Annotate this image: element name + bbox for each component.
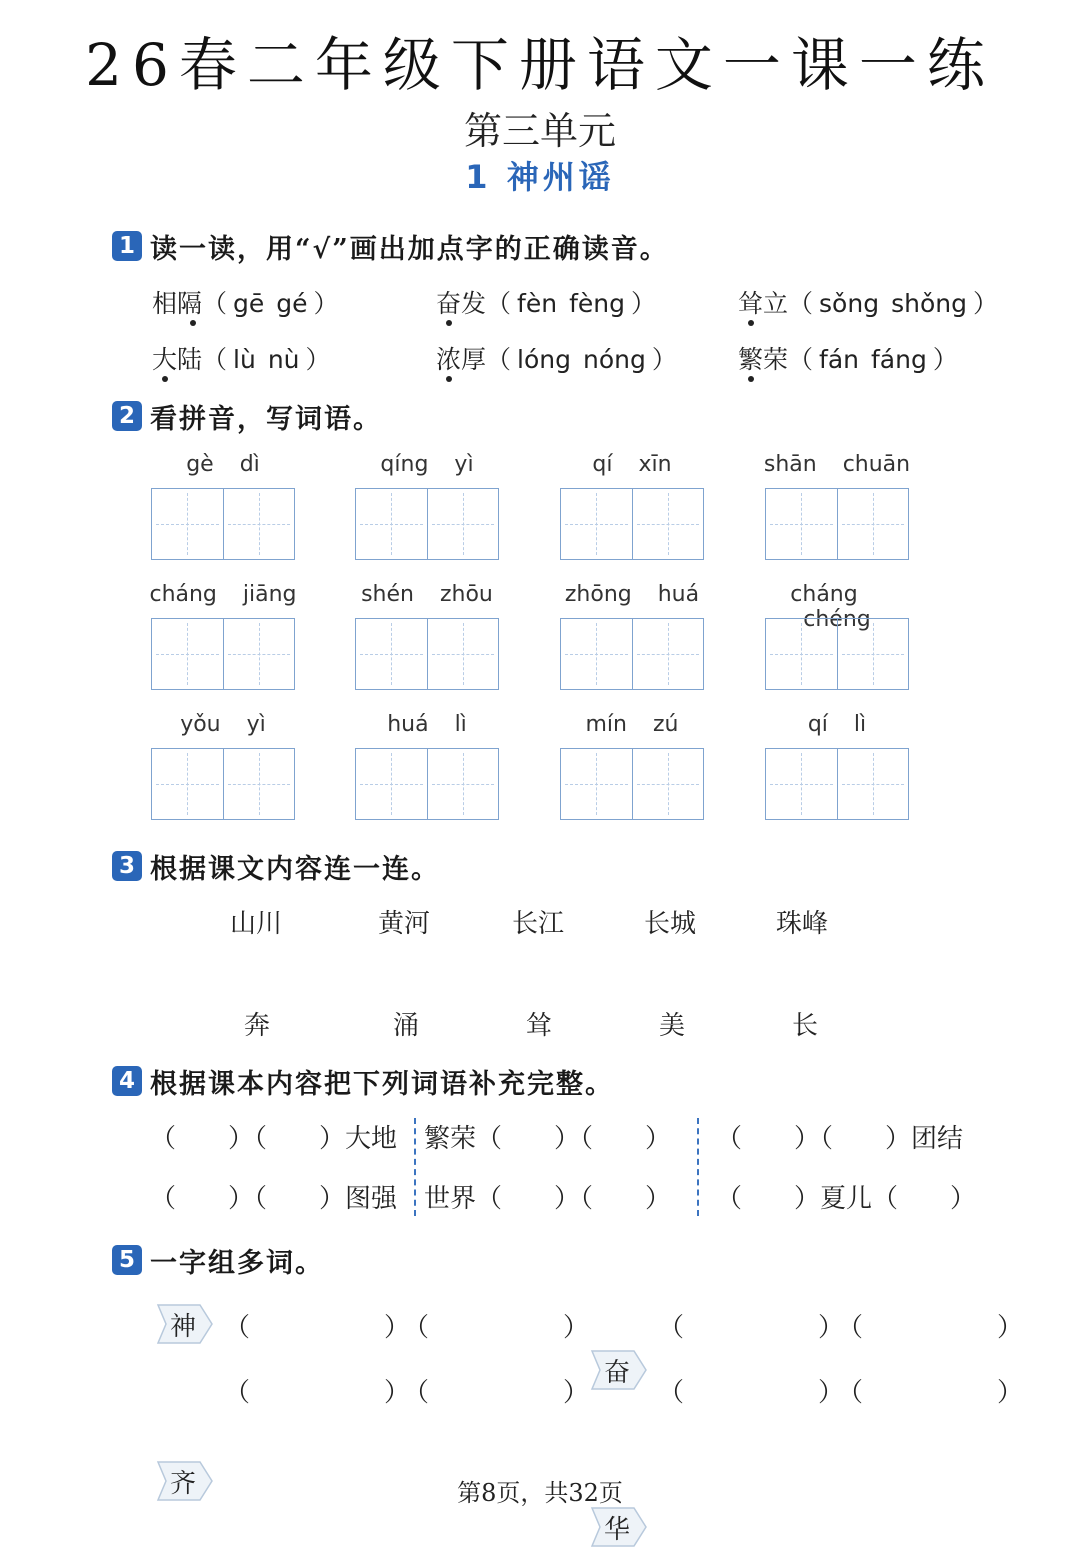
paren-close: ）: [305, 345, 331, 374]
pinyin-label: [757, 452, 917, 477]
writing-cell[interactable]: [427, 749, 499, 819]
lesson-title: 1 神州谣: [465, 158, 615, 196]
word-blanks[interactable]: （ ）（ ）: [224, 1313, 596, 1343]
emphasis-dot: [446, 320, 452, 326]
writing-cell[interactable]: [766, 619, 837, 689]
pinyin-syllable: lì: [853, 712, 867, 737]
pinyin-option[interactable]: fèn: [517, 289, 558, 318]
target-word: 浓厚: [436, 345, 487, 374]
pinyin-label: [347, 712, 507, 737]
tianzige-grid[interactable]: [560, 618, 704, 690]
target-word: 相隔: [152, 289, 203, 318]
page-footer: 第8页，共32页: [457, 1479, 623, 1507]
emphasis-dot: [748, 376, 754, 382]
question-prompt: 根据课文内容连一连。: [150, 853, 440, 885]
writing-cell[interactable]: [766, 749, 837, 819]
pinyin-syllable: zhōng: [564, 582, 632, 607]
paren-close: ）: [972, 289, 998, 318]
match-word-bottom[interactable]: 长: [792, 1011, 819, 1041]
pinyin-syllable: qí: [807, 712, 828, 737]
writing-cell[interactable]: [837, 619, 909, 689]
paren-open: （: [202, 345, 228, 374]
paren-open: （: [788, 289, 814, 318]
question-number-badge: 3: [112, 851, 142, 881]
writing-cell[interactable]: [837, 489, 909, 559]
pinyin-syllable: yì: [454, 452, 474, 477]
pinyin-option[interactable]: fáng: [871, 345, 927, 374]
pinyin-option[interactable]: lù: [233, 345, 256, 374]
column-divider: [697, 1118, 699, 1216]
tianzige-grid[interactable]: [151, 618, 295, 690]
pinyin-syllable: yì: [246, 712, 266, 737]
fill-blank-item[interactable]: （ ）（ ）图强: [150, 1184, 398, 1214]
writing-cell[interactable]: [561, 749, 632, 819]
tianzige-grid[interactable]: [355, 488, 499, 560]
match-word-top[interactable]: 黄河: [378, 909, 431, 939]
question-5-header: [112, 1240, 324, 1280]
tianzige-grid[interactable]: [560, 488, 704, 560]
character-badge: [152, 1301, 214, 1347]
writing-cell[interactable]: [837, 749, 909, 819]
pinyin-syllable: lì: [454, 712, 467, 737]
character-badge: [586, 1347, 648, 1393]
emphasis-dot: [446, 376, 452, 382]
writing-cell[interactable]: [223, 619, 295, 689]
paren-open: （: [788, 345, 814, 374]
word-blanks[interactable]: （ ）（ ）: [658, 1378, 1030, 1408]
pinyin-option[interactable]: lóng: [517, 345, 571, 374]
pinyin-label: [552, 712, 712, 737]
question-number-badge: 2: [112, 401, 142, 431]
pinyin-syllable: gè: [186, 452, 214, 477]
pinyin-syllable: qíng: [380, 452, 429, 477]
pinyin-label: [552, 452, 712, 477]
paren-open: （: [486, 345, 512, 374]
pinyin-label: [347, 582, 507, 607]
pronunciation-item[interactable]: [738, 284, 998, 320]
pronunciation-item[interactable]: [152, 284, 339, 320]
emphasis-dot: [190, 320, 196, 326]
writing-cell[interactable]: [152, 749, 223, 819]
writing-cell[interactable]: [632, 489, 704, 559]
pinyin-syllable: chéng: [803, 607, 871, 632]
writing-cell[interactable]: [223, 489, 295, 559]
pinyin-syllable: cháng: [149, 582, 217, 607]
pinyin-option[interactable]: gē: [233, 289, 265, 318]
pronunciation-item[interactable]: [152, 340, 331, 376]
tianzige-grid[interactable]: [560, 748, 704, 820]
pinyin-syllable: xīn: [638, 452, 672, 477]
target-word: 繁荣: [738, 345, 789, 374]
match-word-top[interactable]: 珠峰: [776, 909, 829, 939]
writing-cell[interactable]: [152, 619, 223, 689]
pinyin-syllable: zú: [653, 712, 679, 737]
pinyin-syllable: huá: [657, 582, 700, 607]
pinyin-syllable: dì: [239, 452, 260, 477]
pinyin-option[interactable]: nù: [267, 345, 300, 374]
writing-cell[interactable]: [427, 489, 499, 559]
match-word-bottom[interactable]: 奔: [244, 1011, 271, 1041]
writing-cell[interactable]: [632, 619, 704, 689]
question-prompt: 一字组多词。: [150, 1247, 324, 1279]
tianzige-grid[interactable]: [355, 618, 499, 690]
pinyin-label: [143, 582, 303, 607]
word-blanks[interactable]: （ ）（ ）: [224, 1378, 596, 1408]
base-character: 华: [603, 1514, 630, 1545]
match-word-bottom[interactable]: 耸: [526, 1011, 553, 1041]
match-word-bottom[interactable]: 涌: [393, 1011, 420, 1041]
writing-cell[interactable]: [223, 749, 295, 819]
pinyin-label: [757, 712, 917, 737]
pinyin-option[interactable]: shǒng: [891, 289, 967, 318]
writing-cell[interactable]: [632, 749, 704, 819]
question-2-header: [112, 396, 382, 436]
pinyin-syllable: shān: [763, 452, 817, 477]
writing-cell[interactable]: [561, 619, 632, 689]
pinyin-syllable: shén: [361, 582, 414, 607]
writing-cell[interactable]: [152, 489, 223, 559]
fill-blank-item[interactable]: （ ）（ ）大地: [150, 1124, 398, 1154]
pinyin-syllable: jiāng: [242, 582, 297, 607]
target-word: 奋发: [436, 289, 487, 318]
word-blanks[interactable]: （ ）（ ）: [658, 1313, 1030, 1343]
base-character: 齐: [169, 1468, 196, 1499]
writing-cell[interactable]: [356, 489, 427, 559]
pinyin-label: [552, 582, 712, 607]
pronunciation-item[interactable]: [738, 340, 958, 376]
question-4-header: [112, 1061, 614, 1101]
target-word: 大陆: [152, 345, 203, 374]
question-number-badge: 4: [112, 1066, 142, 1096]
question-number-badge: 1: [112, 231, 142, 261]
page-title: 26春二年级下册语文一课一练: [85, 31, 995, 99]
paren-close: ）: [651, 345, 677, 374]
emphasis-dot: [748, 320, 754, 326]
pinyin-syllable: cháng: [790, 582, 858, 607]
pinyin-option[interactable]: sǒng: [819, 289, 880, 318]
base-character: 神: [169, 1311, 196, 1342]
tianzige-grid[interactable]: [151, 488, 295, 560]
pinyin-option[interactable]: nóng: [583, 345, 646, 374]
character-badge: [586, 1504, 648, 1550]
writing-cell[interactable]: [356, 619, 427, 689]
target-word: 耸立: [738, 289, 789, 318]
pinyin-syllable: qí: [592, 452, 613, 477]
paren-close: ）: [932, 345, 958, 374]
tianzige-grid[interactable]: [765, 618, 909, 690]
question-prompt: 看拼音，写词语。: [150, 403, 382, 435]
fill-blank-item[interactable]: （ ）夏儿（ ）: [716, 1184, 977, 1214]
match-word-bottom[interactable]: 美: [659, 1011, 686, 1041]
pronunciation-item[interactable]: [436, 284, 656, 320]
fill-blank-item[interactable]: 世界（ ）（ ）: [424, 1184, 672, 1214]
tianzige-grid[interactable]: [765, 488, 909, 560]
pinyin-syllable: huá: [387, 712, 429, 737]
match-word-top[interactable]: 山川: [230, 909, 283, 939]
match-word-top[interactable]: 长城: [644, 909, 697, 939]
match-word-top[interactable]: 长江: [512, 909, 565, 939]
pinyin-label: [347, 452, 507, 477]
writing-cell[interactable]: [427, 619, 499, 689]
tianzige-grid[interactable]: [151, 748, 295, 820]
tianzige-grid[interactable]: [355, 748, 499, 820]
pinyin-syllable: zhōu: [439, 582, 493, 607]
pinyin-option[interactable]: fán: [819, 345, 859, 374]
question-prompt: 根据课本内容把下列词语补充完整。: [150, 1068, 614, 1100]
pinyin-option[interactable]: gé: [276, 289, 308, 318]
writing-cell[interactable]: [561, 489, 632, 559]
question-number-badge: 5: [112, 1245, 142, 1275]
writing-cell[interactable]: [356, 749, 427, 819]
paren-close: ）: [313, 289, 339, 318]
paren-open: （: [486, 289, 512, 318]
question-3-header: [112, 846, 440, 886]
pinyin-syllable: chuān: [842, 452, 911, 477]
fill-blank-item[interactable]: （ ）（ ）团结: [716, 1124, 964, 1154]
pinyin-syllable: yǒu: [180, 712, 221, 737]
pinyin-syllable: mín: [585, 712, 627, 737]
fill-blank-item[interactable]: 繁荣（ ）（ ）: [424, 1124, 672, 1154]
emphasis-dot: [162, 376, 168, 382]
writing-cell[interactable]: [766, 489, 837, 559]
pronunciation-item[interactable]: [436, 340, 677, 376]
unit-title: 第三单元: [463, 109, 616, 153]
column-divider: [414, 1118, 416, 1216]
pinyin-label: [143, 712, 303, 737]
paren-open: （: [202, 289, 228, 318]
base-character: 奋: [603, 1357, 630, 1388]
paren-close: ）: [630, 289, 656, 318]
question-1-header: [112, 226, 669, 266]
tianzige-grid[interactable]: [765, 748, 909, 820]
pinyin-label: [143, 452, 303, 477]
question-prompt: 读一读，用“√”画出加点字的正确读音。: [150, 233, 669, 265]
pinyin-option[interactable]: fèng: [569, 289, 625, 318]
